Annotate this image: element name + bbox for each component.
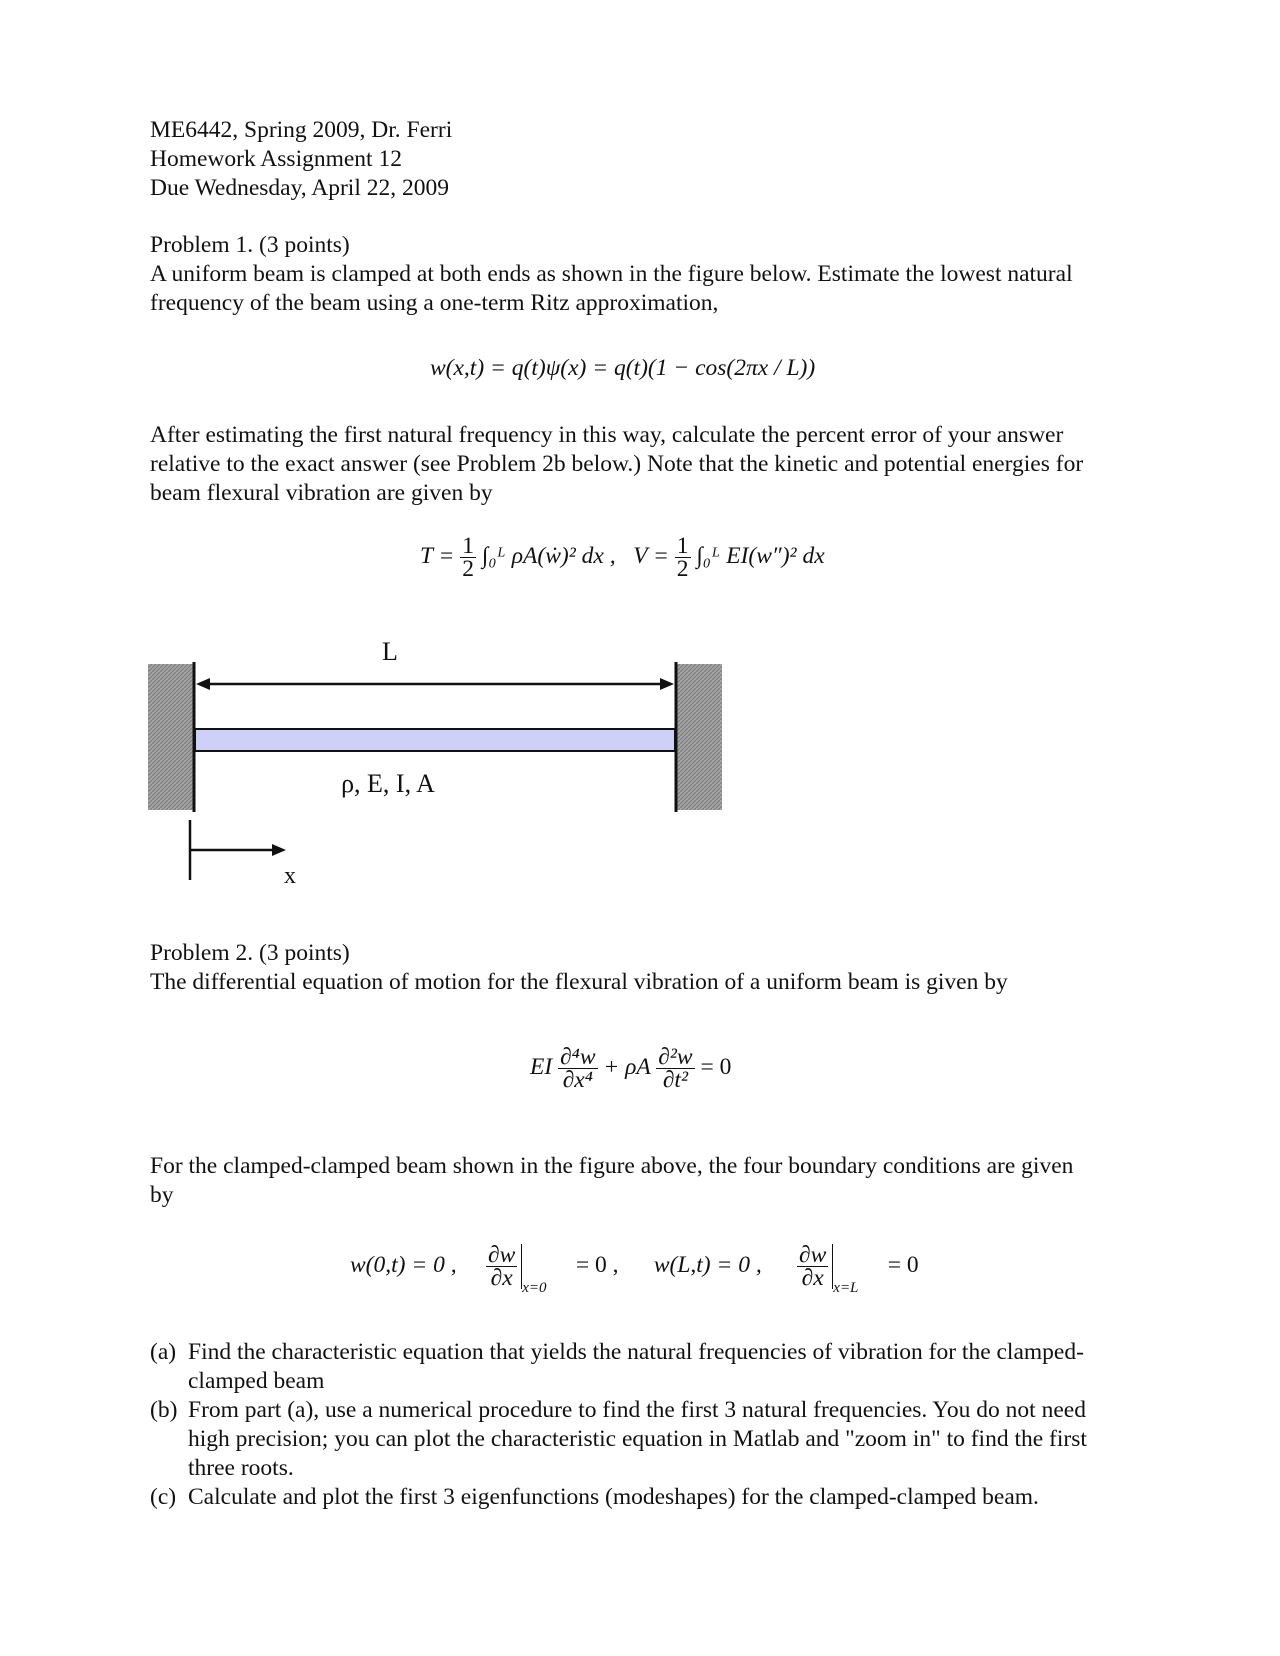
after-text-line2: relative to the exact answer (see Problem 2b below.) Note that the kinetic and potential energies for bbox=[150, 451, 1084, 477]
problem2-header bbox=[150, 939, 1130, 997]
after-text-line1: After estimating the first natural frequency in this way, calculate the percent error of your answer bbox=[150, 422, 1064, 448]
parts-list bbox=[150, 1338, 1130, 1512]
problem2-parts bbox=[150, 1338, 1130, 1512]
after-text-line3: beam flexural vibration are given by bbox=[150, 480, 493, 506]
length-label: L bbox=[382, 640, 398, 666]
course-line: ME6442, Spring 2009, Dr. Ferri bbox=[150, 117, 453, 143]
bc1: w(0,t) = 0 , bbox=[350, 1251, 457, 1278]
document-body bbox=[150, 116, 1130, 318]
problem1-text-line1: A uniform beam is clamped at both ends as shown in the figure below. Estimate the lowest natural bbox=[150, 261, 1073, 287]
problem1-text-line2: frequency of the beam using a one-term Ritz approximation, bbox=[150, 290, 719, 316]
bc2-evaluation-point: x=0 bbox=[522, 1279, 547, 1296]
part-a-label: (a) bbox=[150, 1339, 177, 1365]
length-arrow-right bbox=[660, 678, 674, 690]
beam-properties-label: ρ, E, I, A bbox=[341, 769, 435, 798]
bc2-derivative: $\frac{\partial w}{\partial x}$ bbox=[486, 1244, 522, 1289]
x-axis-label: x bbox=[284, 863, 296, 889]
length-arrow-left bbox=[196, 678, 210, 690]
boundary-conditions bbox=[350, 1242, 919, 1296]
bc3: w(L,t) = 0 , bbox=[653, 1251, 762, 1278]
part-a-line2: clamped beam bbox=[188, 1368, 325, 1394]
bc2-rhs: = 0 , bbox=[575, 1251, 619, 1278]
part-a-line1: Find the characteristic equation that yields the natural frequencies of vibration for the clamped- bbox=[188, 1339, 1084, 1365]
list-item bbox=[150, 1483, 1130, 1512]
right-wall bbox=[676, 664, 722, 810]
bc4-rhs: = 0 bbox=[887, 1251, 919, 1278]
T-lhs: T = bbox=[420, 542, 455, 569]
list-item bbox=[150, 1338, 1130, 1396]
problem1-title: Problem 1. (3 points) bbox=[150, 232, 350, 258]
part-b-line1: From part (a), use a numerical procedure to find the first 3 natural frequencies. You do not need bbox=[188, 1397, 1086, 1423]
list-item bbox=[150, 1396, 1130, 1483]
bc4-evaluation-point: x=L bbox=[833, 1279, 859, 1296]
problem2-title: Problem 2. (3 points) bbox=[150, 940, 350, 966]
due-date-line: Due Wednesday, April 22, 2009 bbox=[150, 175, 449, 201]
kinetic-energy-equation bbox=[420, 535, 825, 580]
eom-EI: EI bbox=[530, 1053, 553, 1080]
V-lhs: V = bbox=[633, 542, 669, 569]
equation-of-motion bbox=[530, 1046, 731, 1091]
part-c-label: (c) bbox=[150, 1484, 177, 1510]
bc-intro-line2: by bbox=[150, 1182, 174, 1208]
bc-intro-line1: For the clamped-clamped beam shown in the figure above, the four boundary conditions are given bbox=[150, 1153, 1074, 1179]
problem1-after-paragraph bbox=[150, 421, 1130, 508]
clamped-beam-figure bbox=[148, 640, 728, 890]
assignment-line: Homework Assignment 12 bbox=[150, 146, 402, 172]
half-fraction-V: $\frac{1}{2}$ bbox=[676, 533, 689, 582]
ritz-equation: w(x,t) = q(t)ψ(x) = q(t)(1 − cos(2πx / L)) bbox=[430, 355, 816, 381]
boundary-conditions-intro bbox=[150, 1152, 1130, 1210]
bc4-derivative: $\frac{\partial w}{\partial x}$ bbox=[797, 1244, 833, 1289]
left-wall bbox=[148, 664, 194, 810]
part-b-line3: three roots. bbox=[188, 1455, 294, 1481]
eom-plus-rhoA: + ρA bbox=[603, 1053, 651, 1080]
problem2-intro: The differential equation of motion for the flexural vibration of a uniform beam is given by bbox=[150, 969, 1008, 995]
x-axis-arrow bbox=[272, 844, 286, 856]
eom-equals-zero: = 0 bbox=[700, 1053, 732, 1080]
V-rhs: ∫₀ᴸ EI(w″)² dx bbox=[696, 542, 825, 569]
half-fraction-T: $\frac{1}{2}$ bbox=[462, 533, 475, 582]
eom-second-time-derivative: $\frac{\text{∂²w}}{\text{∂t²}}$ bbox=[658, 1044, 693, 1093]
T-rhs: ∫₀ᴸ ρA(ẇ)² dx , bbox=[481, 542, 616, 569]
part-c-line1: Calculate and plot the first 3 eigenfunctions (modeshapes) for the clamped-clamped beam. bbox=[188, 1484, 1039, 1510]
part-b-line2: high precision; you can plot the characteristic equation in Matlab and "zoom in" to find the first bbox=[188, 1426, 1087, 1452]
beam bbox=[195, 729, 675, 751]
part-b-label: (b) bbox=[150, 1397, 178, 1423]
eom-fourth-derivative: $\frac{\text{∂⁴w}}{\text{∂x⁴}}$ bbox=[560, 1044, 596, 1093]
